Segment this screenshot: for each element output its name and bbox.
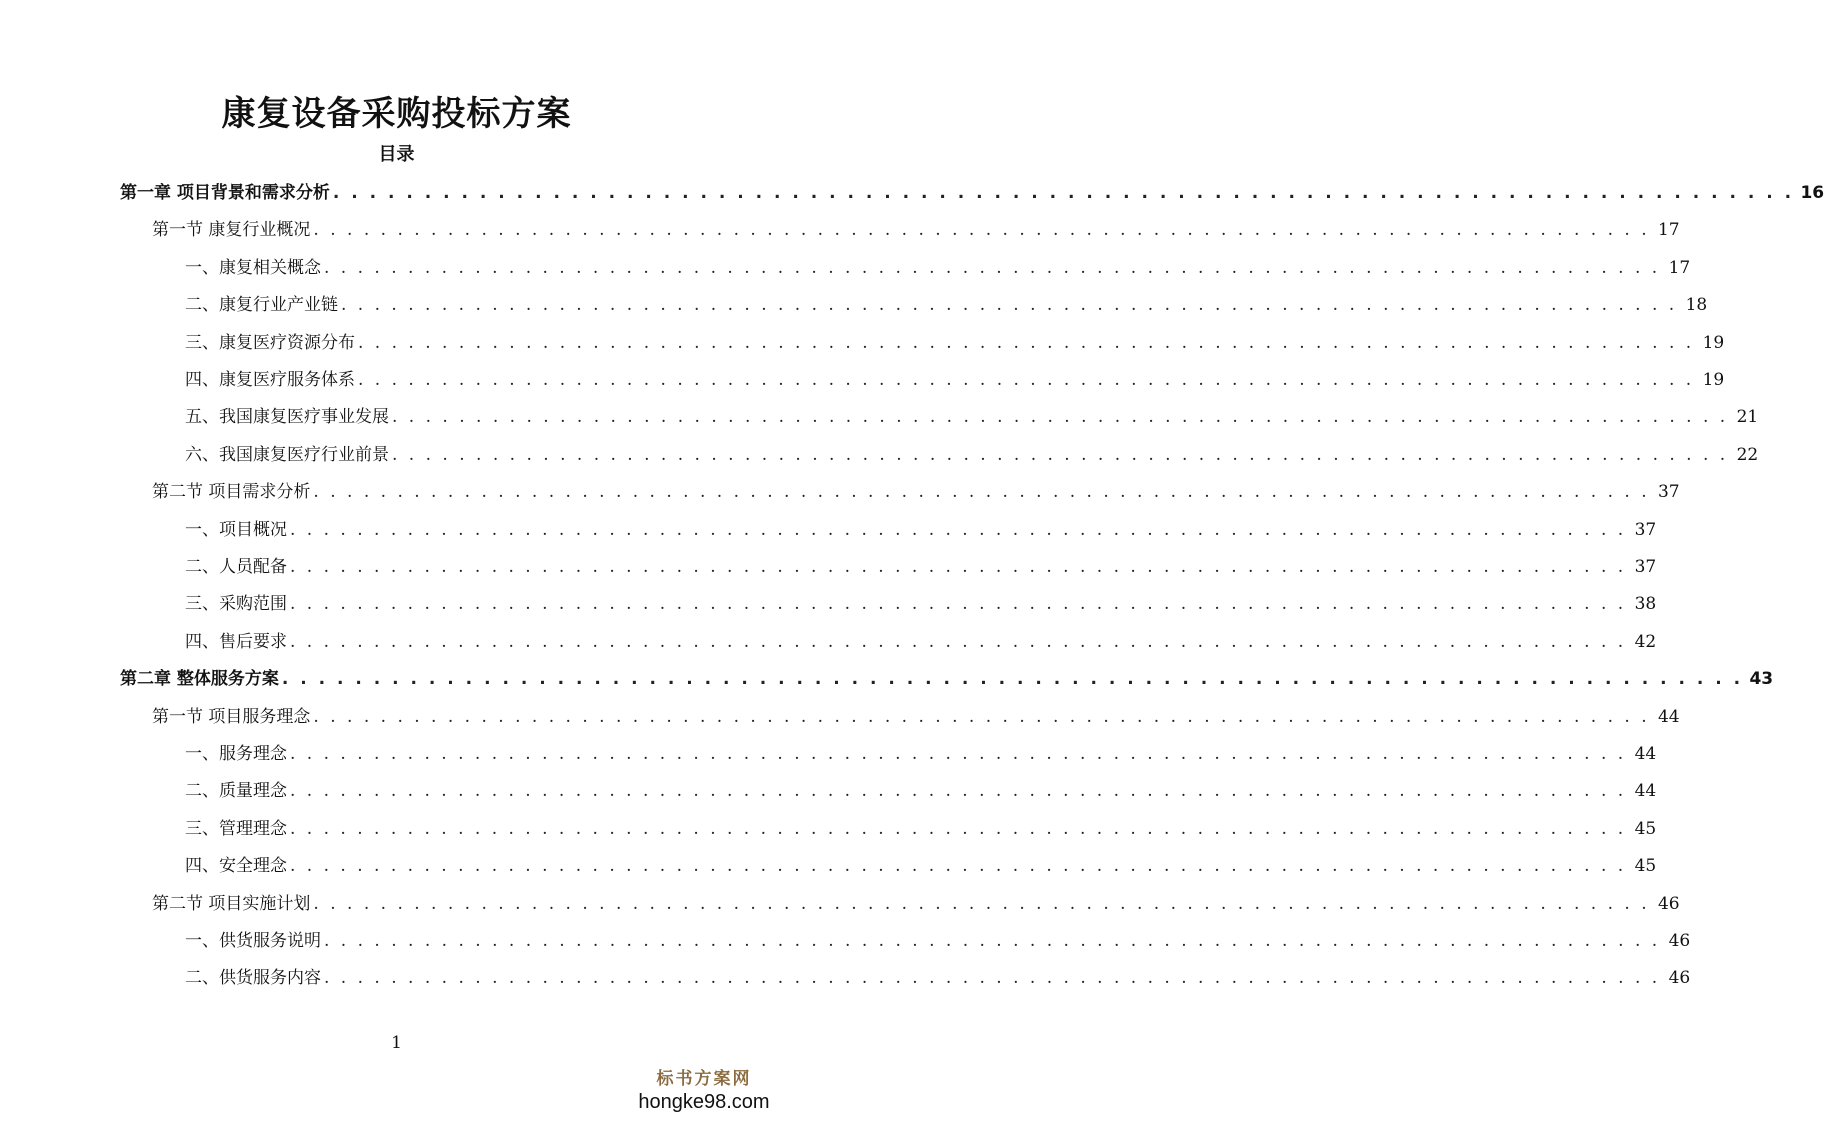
toc-heading: 目录 xyxy=(378,144,415,165)
toc-subsection-entry[interactable] xyxy=(185,552,1657,582)
toc-entry-page: 17 xyxy=(1657,220,1680,241)
toc-entry-page: 46 xyxy=(1668,931,1691,951)
toc-entry-page: 38 xyxy=(1634,594,1657,615)
toc-entry-label: 二、人员配备 xyxy=(185,557,287,577)
toc-section-entry[interactable] xyxy=(152,889,1680,919)
toc-dot-leader: . . . . . . . . . . . . . . . . . . . . . . . . . . . . . . . . . . . . . . . . . . . . . . . . . . . . . . . . . . . . . . . . . . . . . . . . . . . . . . . . xyxy=(290,631,1627,652)
toc-dot-leader: . . . . . . . . . . . . . . . . . . . . . . . . . . . . . . . . . . . . . . . . . . . . . . . . . . . . . . . . . . . . . . . . . . . . . . . . . . . . . . . . xyxy=(313,893,1650,914)
toc-entry-page: 37 xyxy=(1634,519,1657,540)
toc-dot-leader: . . . . . . . . . . . . . . . . . . . . . . . . . . . . . . . . . . . . . . . . . . . . . . . . . . . . . . . . . . . . . . . . . . . . . . . . . . . . . . . . xyxy=(358,332,1695,353)
document-title: 康复设备采购投标方案 xyxy=(221,94,572,134)
toc-dot-leader: . . . . . . . . . . . . . . . . . . . . . . . . . . . . . . . . . . . . . . . . . . . . . . . . . . . . . . . . . . . . . . . . . . . . . . . . . . . . . . . . xyxy=(290,594,1627,615)
toc-entry-page: 16 xyxy=(1800,183,1824,203)
toc-entry-page: 37 xyxy=(1634,557,1657,577)
toc-entry-page: 44 xyxy=(1634,781,1657,802)
toc-subsection-entry[interactable] xyxy=(185,926,1691,956)
toc-dot-leader: . . . . . . . . . . . . . . . . . . . . . . . . . . . . . . . . . . . . . . . . . . . . . . . . . . . . . . . . . . . . . . . . . . . . . . . . . . . . . . . . xyxy=(290,744,1627,764)
toc-dot-leader: . . . . . . . . . . . . . . . . . . . . . . . . . . . . . . . . . . . . . . . . . . . . . . . . . . . . . . . . . . . . . . . . . . . . . . . . . . . . . . . . xyxy=(392,407,1729,428)
toc-entry-page: 45 xyxy=(1634,818,1657,839)
toc-entry-page: 19 xyxy=(1702,370,1725,390)
toc-entry-label: 四、售后要求 xyxy=(185,631,287,652)
watermark-logo xyxy=(629,1068,779,1114)
toc-subsection-entry[interactable] xyxy=(185,515,1657,545)
toc-entry-label: 四、安全理念 xyxy=(185,856,287,877)
toc-entry-page: 44 xyxy=(1634,744,1657,764)
toc-entry-page: 43 xyxy=(1749,669,1774,690)
toc-dot-leader: . . . . . . . . . . . . . . . . . . . . . . . . . . . . . . . . . . . . . . . . . . . . . . . . . . . . . . . . . . . . . . . . . . . . . . . . . . . . . . . . xyxy=(313,482,1650,503)
toc-entry-label: 三、康复医疗资源分布 xyxy=(185,332,355,353)
toc-section-entry[interactable] xyxy=(152,215,1680,245)
page-number: 1 xyxy=(391,1033,402,1053)
toc-entry-page: 18 xyxy=(1685,295,1708,316)
toc-dot-leader: . . . . . . . . . . . . . . . . . . . . . . . . . . . . . . . . . . . . . . . . . . . . . . . . . . . . . . . . . . . . . . . . . . . . . . . . . . . . . . . . xyxy=(290,557,1627,577)
toc-entry-page: 17 xyxy=(1668,257,1691,278)
toc-entry-page: 37 xyxy=(1657,482,1680,503)
toc-entry-label: 第一节 康复行业概况 xyxy=(152,220,311,241)
toc-subsection-entry[interactable] xyxy=(185,851,1657,881)
toc-entry-label: 三、采购范围 xyxy=(185,594,287,615)
toc-entry-label: 一、康复相关概念 xyxy=(185,257,321,278)
toc-dot-leader: . . . . . . . . . . . . . . . . . . . . . . . . . . . . . . . . . . . . . . . . . . . . . . . . . . . . . . . . . . . . . . . . . . . . . . . . . . . . . . . . xyxy=(290,519,1627,540)
toc-dot-leader: . . . . . . . . . . . . . . . . . . . . . . . . . . . . . . . . . . . . . . . . . . . . . . . . . . . . . . . . . . . . . . . . . . . . . . . . . . . . . . . . xyxy=(313,706,1650,727)
watermark-url: hongke98.com xyxy=(638,1091,770,1113)
toc-entry-label: 第二节 项目需求分析 xyxy=(152,482,311,503)
toc-dot-leader: . . . . . . . . . . . . . . . . . . . . . . . . . . . . . . . . . . . . . . . . . . . . . . . . . . . . . . . . . . . . . . . . . . . . . . . . . . . . . . . . xyxy=(358,370,1695,390)
toc-dot-leader: . . . . . . . . . . . . . . . . . . . . . . . . . . . . . . . . . . . . . . . . . . . . . . . . . . . . . . . . . . . . . . . . . . . . . . . . . . . . . . . . xyxy=(324,931,1661,951)
toc-subsection-entry[interactable] xyxy=(185,627,1657,657)
toc-subsection-entry[interactable] xyxy=(185,290,1708,320)
toc-entry-label: 三、管理理念 xyxy=(185,818,287,839)
toc-dot-leader: . . . . . . . . . . . . . . . . . . . . . . . . . . . . . . . . . . . . . . . . . . . . . . . . . . . . . . . . . . . . . . . . . . . . . . . . . . . . . . . . xyxy=(281,669,1744,690)
toc-entry-page: 22 xyxy=(1736,444,1759,465)
toc-entry-label: 二、供货服务内容 xyxy=(185,968,321,989)
toc-subsection-entry[interactable] xyxy=(185,776,1657,806)
toc-entry-label: 一、服务理念 xyxy=(185,744,287,764)
toc-entry-label: 六、我国康复医疗行业前景 xyxy=(185,444,389,465)
toc-subsection-entry[interactable] xyxy=(185,589,1657,619)
toc-section-entry[interactable] xyxy=(152,702,1680,732)
toc-entry-page: 44 xyxy=(1657,706,1680,727)
toc-dot-leader: . . . . . . . . . . . . . . . . . . . . . . . . . . . . . . . . . . . . . . . . . . . . . . . . . . . . . . . . . . . . . . . . . . . . . . . . . . . . . . . . xyxy=(290,781,1627,802)
toc-dot-leader: . . . . . . . . . . . . . . . . . . . . . . . . . . . . . . . . . . . . . . . . . . . . . . . . . . . . . . . . . . . . . . . . . . . . . . . . . . . . . . . . xyxy=(392,444,1729,465)
toc-dot-leader: . . . . . . . . . . . . . . . . . . . . . . . . . . . . . . . . . . . . . . . . . . . . . . . . . . . . . . . . . . . . . . . . . . . . . . . . . . . . . . . . xyxy=(341,295,1678,316)
toc-subsection-entry[interactable] xyxy=(185,253,1691,283)
toc-subsection-entry[interactable] xyxy=(185,328,1725,358)
toc-entry-page: 46 xyxy=(1657,893,1680,914)
toc-chapter-entry[interactable] xyxy=(120,664,1774,694)
toc-entry-page: 19 xyxy=(1702,332,1725,353)
toc-subsection-entry[interactable] xyxy=(185,739,1657,769)
toc-entry-label: 第二章 整体服务方案 xyxy=(120,669,279,690)
toc-subsection-entry[interactable] xyxy=(185,814,1657,844)
toc-entry-page: 42 xyxy=(1634,631,1657,652)
toc-entry-label: 一、供货服务说明 xyxy=(185,931,321,951)
toc-subsection-entry[interactable] xyxy=(185,365,1725,395)
watermark-name: 标书方案网 xyxy=(656,1069,752,1089)
toc-entry-page: 45 xyxy=(1634,856,1657,877)
toc-entry-page: 46 xyxy=(1668,968,1691,989)
toc-dot-leader: . . . . . . . . . . . . . . . . . . . . . . . . . . . . . . . . . . . . . . . . . . . . . . . . . . . . . . . . . . . . . . . . . . . . . . . . . . . . . . . . xyxy=(324,968,1661,989)
toc-entry-label: 二、康复行业产业链 xyxy=(185,295,338,316)
toc-entry-label: 第一节 项目服务理念 xyxy=(152,706,311,727)
toc-section-entry[interactable] xyxy=(152,477,1680,507)
toc-chapter-entry[interactable] xyxy=(120,178,1824,208)
toc-subsection-entry[interactable] xyxy=(185,402,1759,432)
toc-subsection-entry[interactable] xyxy=(185,440,1759,470)
toc-entry-page: 21 xyxy=(1736,407,1759,428)
toc-dot-leader: . . . . . . . . . . . . . . . . . . . . . . . . . . . . . . . . . . . . . . . . . . . . . . . . . . . . . . . . . . . . . . . . . . . . . . . . . . . . . . . . xyxy=(332,183,1795,203)
toc-entry-label: 四、康复医疗服务体系 xyxy=(185,370,355,390)
toc-entry-label: 二、质量理念 xyxy=(185,781,287,802)
toc-entry-label: 一、项目概况 xyxy=(185,519,287,540)
toc-entry-label: 第一章 项目背景和需求分析 xyxy=(120,183,330,203)
toc-dot-leader: . . . . . . . . . . . . . . . . . . . . . . . . . . . . . . . . . . . . . . . . . . . . . . . . . . . . . . . . . . . . . . . . . . . . . . . . . . . . . . . . xyxy=(313,220,1650,241)
toc-dot-leader: . . . . . . . . . . . . . . . . . . . . . . . . . . . . . . . . . . . . . . . . . . . . . . . . . . . . . . . . . . . . . . . . . . . . . . . . . . . . . . . . xyxy=(290,818,1627,839)
toc-entry-label: 五、我国康复医疗事业发展 xyxy=(185,407,389,428)
toc-entry-label: 第二节 项目实施计划 xyxy=(152,893,311,914)
toc-dot-leader: . . . . . . . . . . . . . . . . . . . . . . . . . . . . . . . . . . . . . . . . . . . . . . . . . . . . . . . . . . . . . . . . . . . . . . . . . . . . . . . . xyxy=(324,257,1661,278)
toc-subsection-entry[interactable] xyxy=(185,963,1691,993)
toc-dot-leader: . . . . . . . . . . . . . . . . . . . . . . . . . . . . . . . . . . . . . . . . . . . . . . . . . . . . . . . . . . . . . . . . . . . . . . . . . . . . . . . . xyxy=(290,856,1627,877)
